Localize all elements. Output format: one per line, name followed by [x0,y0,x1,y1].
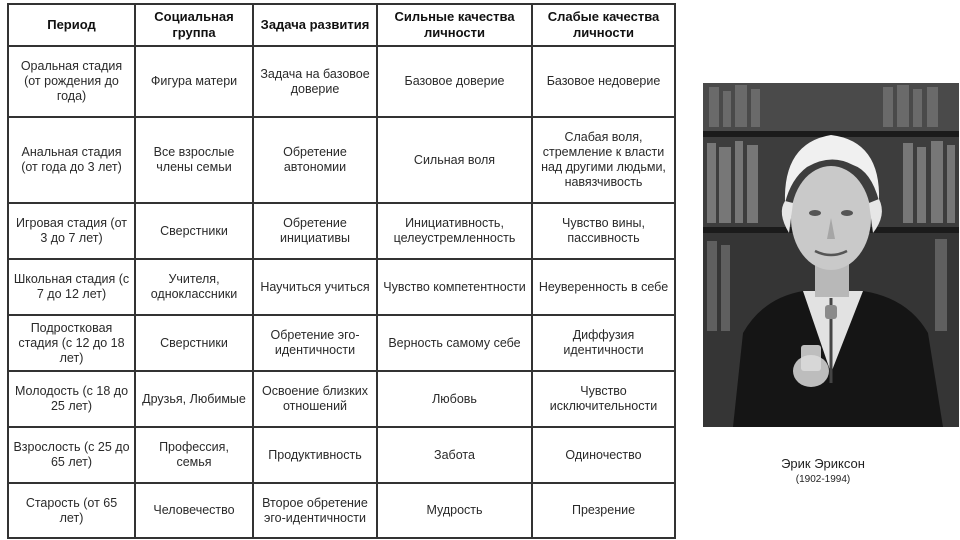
cell-strong-quality: Базовое доверие [377,46,532,117]
portrait-photo [703,83,959,427]
header-development-task: Задача развития [253,4,377,46]
cell-weak-quality: Презрение [532,483,675,538]
cell-period: Оральная стадия (от рождения до года) [8,46,135,117]
cell-social-group: Сверстники [135,203,253,259]
cell-development-task: Научиться учиться [253,259,377,315]
cell-strong-quality: Инициативность, целеустремленность [377,203,532,259]
table-row [8,315,675,371]
cell-period: Подростковая стадия (с 12 до 18 лет) [8,315,135,371]
cell-weak-quality: Неуверенность в себе [532,259,675,315]
cell-social-group: Профессия, семья [135,427,253,483]
erikson-stages-table [7,3,676,539]
cell-period: Школьная стадия (с 7 до 12 лет) [8,259,135,315]
cell-social-group: Фигура матери [135,46,253,117]
cell-social-group: Сверстники [135,315,253,371]
cell-development-task: Второе обретение эго-идентичности [253,483,377,538]
table-row [8,203,675,259]
table-row [8,259,675,315]
cell-development-task: Обретение эго-идентичности [253,315,377,371]
cell-social-group: Друзья, Любимые [135,371,253,427]
cell-weak-quality: Базовое недоверие [532,46,675,117]
cell-weak-quality: Одиночество [532,427,675,483]
cell-strong-quality: Сильная воля [377,117,532,203]
cell-development-task: Продуктивность [253,427,377,483]
cell-strong-quality: Верность самому себе [377,315,532,371]
erikson-stages-table-container [7,3,674,537]
cell-development-task: Освоение близких отношений [253,371,377,427]
cell-period: Молодость (с 18 до 25 лет) [8,371,135,427]
cell-development-task: Задача на базовое доверие [253,46,377,117]
table-row [8,117,675,203]
portrait-illustration [703,83,959,427]
cell-strong-quality: Мудрость [377,483,532,538]
cell-development-task: Обретение инициативы [253,203,377,259]
cell-weak-quality: Слабая воля, стремление к власти над другими людьми, навязчивость [532,117,675,203]
table-row [8,46,675,117]
cell-period: Игровая стадия (от 3 до 7 лет) [8,203,135,259]
header-period: Период [8,4,135,46]
cell-social-group: Учителя, одноклассники [135,259,253,315]
table-row [8,371,675,427]
caption-name: Эрик Эриксон [781,456,865,471]
cell-development-task: Обретение автономии [253,117,377,203]
caption-years: (1902-1994) [795,474,851,485]
cell-weak-quality: Чувство исключительности [532,371,675,427]
cell-social-group: Человечество [135,483,253,538]
cell-strong-quality: Любовь [377,371,532,427]
cell-period: Анальная стадия (от года до 3 лет) [8,117,135,203]
cell-period: Взрослость (с 25 до 65 лет) [8,427,135,483]
header-weak-qualities: Слабые качества личности [532,4,675,46]
cell-strong-quality: Забота [377,427,532,483]
cell-strong-quality: Чувство компетентности [377,259,532,315]
table-header-row [8,4,675,46]
table-row [8,483,675,538]
cell-social-group: Все взрослые члены семьи [135,117,253,203]
header-strong-qualities: Сильные качества личности [377,4,532,46]
cell-period: Старость (от 65 лет) [8,483,135,538]
cell-weak-quality: Диффузия идентичности [532,315,675,371]
table-row [8,427,675,483]
header-social-group: Социальная группа [135,4,253,46]
cell-weak-quality: Чувство вины, пассивность [532,203,675,259]
